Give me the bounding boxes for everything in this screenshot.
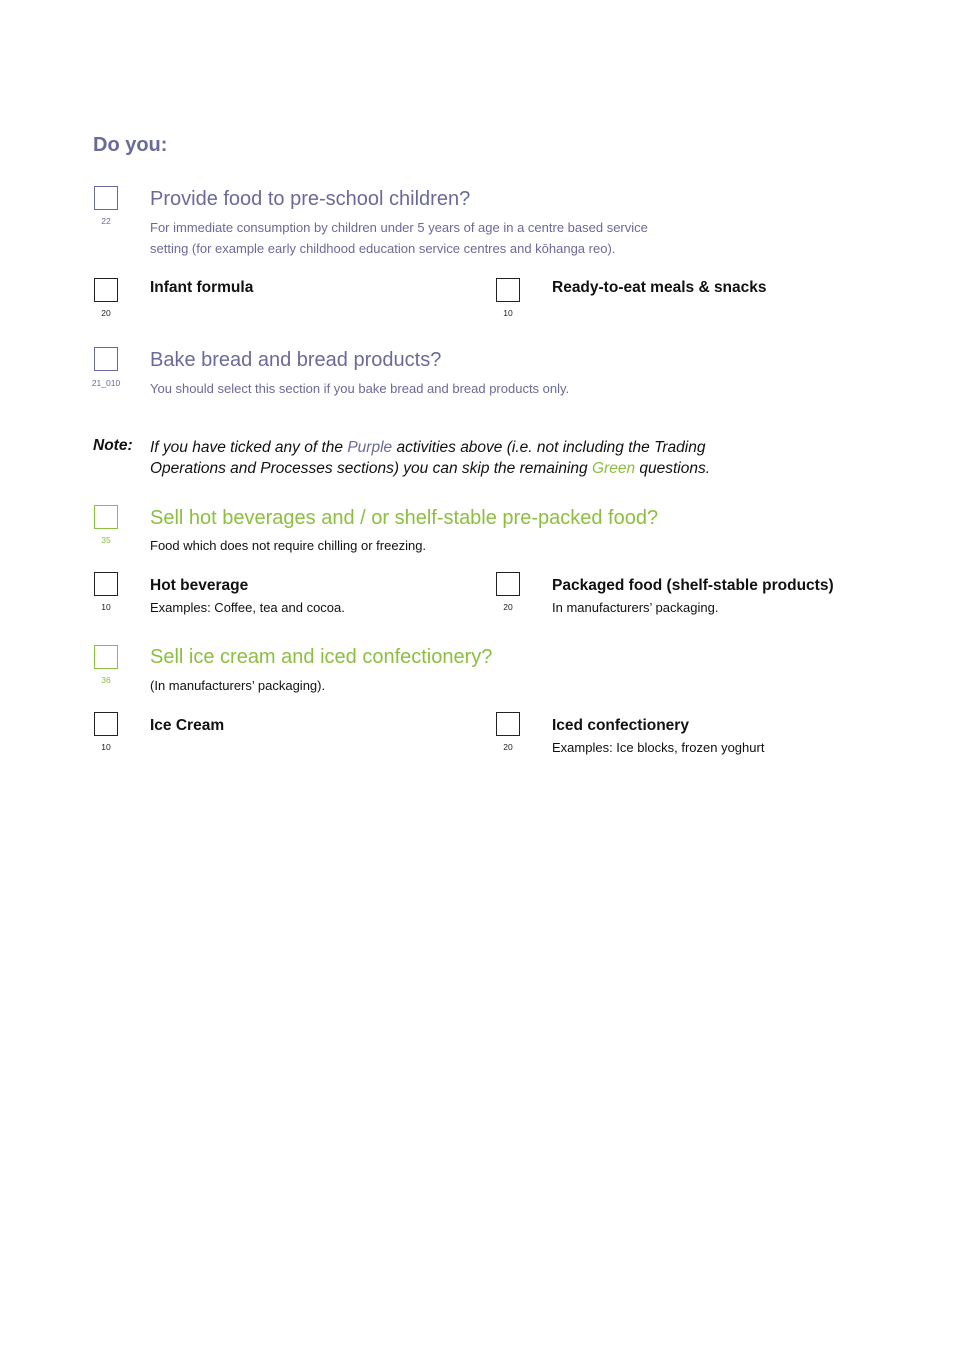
note-green-word: Green bbox=[591, 460, 636, 477]
preschool-code: 22 bbox=[101, 216, 111, 226]
ice-cream-label: Ice Cream bbox=[150, 717, 225, 734]
icecream-desc: (In manufacturers’ packaging). bbox=[150, 678, 326, 693]
hot-beverage-code: 10 bbox=[101, 602, 111, 612]
beverages-desc: Food which does not require chilling or freezing. bbox=[150, 538, 427, 553]
preschool-desc-line2: setting (for example early childhood education service centres and kōhanga reo). bbox=[150, 241, 616, 256]
ice-cream-checkbox[interactable] bbox=[94, 712, 118, 736]
bread-title: Bake bread and bread products? bbox=[150, 349, 442, 371]
hot-beverage-checkbox[interactable] bbox=[94, 572, 118, 596]
packaged-food-code: 20 bbox=[503, 602, 513, 612]
icecream-checkbox[interactable] bbox=[94, 645, 118, 669]
note-part1: If you have ticked any of the bbox=[150, 439, 348, 456]
iced-confectionery-checkbox[interactable] bbox=[496, 712, 520, 736]
bread-code: 21_010 bbox=[91, 378, 121, 388]
ice-cream-code: 10 bbox=[101, 742, 111, 752]
packaged-food-desc: In manufacturers’ packaging. bbox=[552, 600, 719, 615]
packaged-food-label: Packaged food (shelf-stable products) bbox=[552, 577, 834, 594]
hot-beverage-label: Hot beverage bbox=[150, 577, 249, 594]
preschool-checkbox[interactable] bbox=[94, 186, 118, 210]
note-purple-word: Purple bbox=[347, 439, 393, 456]
note-part3: questions. bbox=[635, 460, 711, 477]
bread-desc: You should select this section if you bake bread and bread products only. bbox=[150, 381, 570, 396]
infant-formula-code: 20 bbox=[101, 308, 111, 318]
preschool-desc-line1: For immediate consumption by children under 5 years of age in a centre based service bbox=[150, 220, 648, 235]
iced-confectionery-label: Iced confectionery bbox=[552, 717, 689, 734]
page-heading: Do you: bbox=[93, 134, 168, 156]
note-text bbox=[150, 437, 770, 479]
infant-formula-label: Infant formula bbox=[150, 279, 254, 296]
bread-checkbox[interactable] bbox=[94, 347, 118, 371]
beverages-title: Sell hot beverages and / or shelf-stable pre-packed food? bbox=[150, 507, 659, 529]
note-label: Note: bbox=[93, 437, 133, 454]
iced-confectionery-desc: Examples: Ice blocks, frozen yoghurt bbox=[552, 740, 765, 755]
beverages-checkbox[interactable] bbox=[94, 505, 118, 529]
icecream-code: 36 bbox=[101, 675, 111, 685]
iced-confectionery-code: 20 bbox=[503, 742, 513, 752]
ready-meals-checkbox[interactable] bbox=[496, 278, 520, 302]
packaged-food-checkbox[interactable] bbox=[496, 572, 520, 596]
ready-meals-code: 10 bbox=[503, 308, 513, 318]
icecream-title: Sell ice cream and iced confectionery? bbox=[150, 646, 493, 668]
ready-meals-label: Ready-to-eat meals & snacks bbox=[552, 279, 767, 296]
note-part2: activities above (i.e. not including the Trading Operations and Processes sections) you can skip the remaining bbox=[150, 439, 706, 477]
hot-beverage-desc: Examples: Coffee, tea and cocoa. bbox=[150, 600, 345, 615]
beverages-code: 35 bbox=[101, 535, 111, 545]
infant-formula-checkbox[interactable] bbox=[94, 278, 118, 302]
preschool-title: Provide food to pre-school children? bbox=[150, 188, 471, 210]
